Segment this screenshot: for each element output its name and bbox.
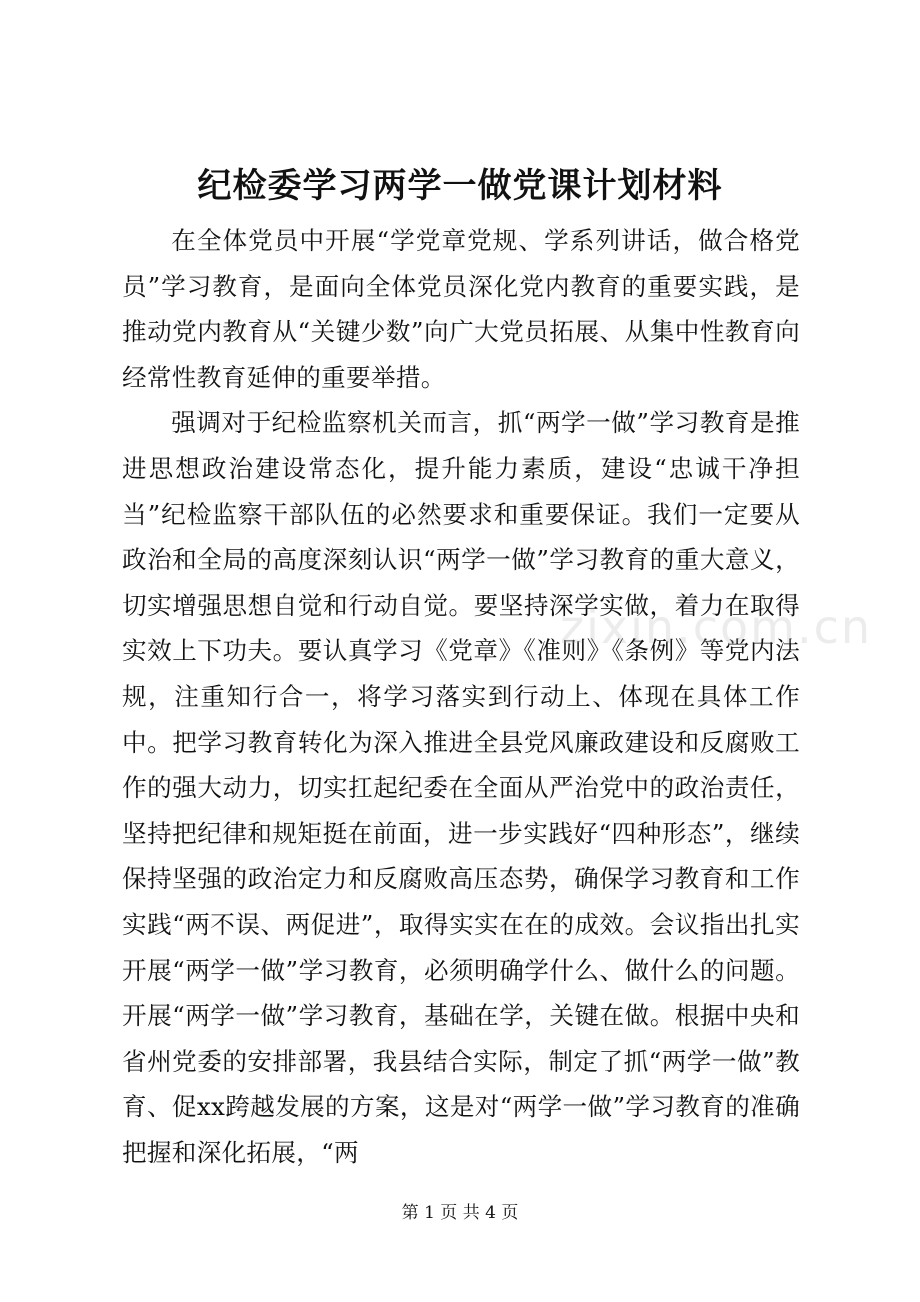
paragraph-1: 在全体党员中开展“学党章党规、学系列讲话，做合格党员”学习教育，是面向全体党员深化党内教育的重要实践，是推动党内教育从“关键少数”向广大党员拓展、从集中性教育向经常性教育延伸的重要举措。 <box>122 226 800 392</box>
document-body <box>122 218 800 1175</box>
document-title: 纪检委学习两学一做党课计划材料 <box>197 166 723 206</box>
page-footer: 第 1 页 共 4 页 <box>401 1203 519 1223</box>
paragraph-2: 强调对于纪检监察机关而言，抓“两学一做”学习教育是推进思想政治建设常态化，提升能力素质，建设“忠诚干净担当”纪检监察干部队伍的必然要求和重要保证。我们一定要从政治和全局的高度深刻认识“两学一做”学习教育的重大意义，切实增强思想自觉和行动自觉。要坚持深学实做，着力在取得实效上下功夫。要认真学习《党章》《准则》《条例》等党内法规，注重知行合一，将学习落实到行动上、体现在具体工作中。把学习教育转化为深入推进全县党风廉政建设和反腐败工作的强大动力，切实扛起纪委在全面从严治党中的政治责任，坚持把纪律和规矩挺在前面，进一步实践好“四种形态”，继续保持坚强的政治定力和反腐败高压态势，确保学习教育和工作实践“两不误、两促进”，取得实实在在的成效。会议指出扎实开展“两学一做”学习教育，必须明确学什么、做什么的问题。开展“两学一做”学习教育，基础在学，关键在做。根据中央和省州党委的安排部署，我县结合实际，制定了抓“两学一做”教育、促xx跨越发展的方案，这是对“两学一做”学习教育的准确把握和深化拓展，“两 <box>122 408 800 1167</box>
watermark: zixin.com.cn <box>560 600 873 654</box>
